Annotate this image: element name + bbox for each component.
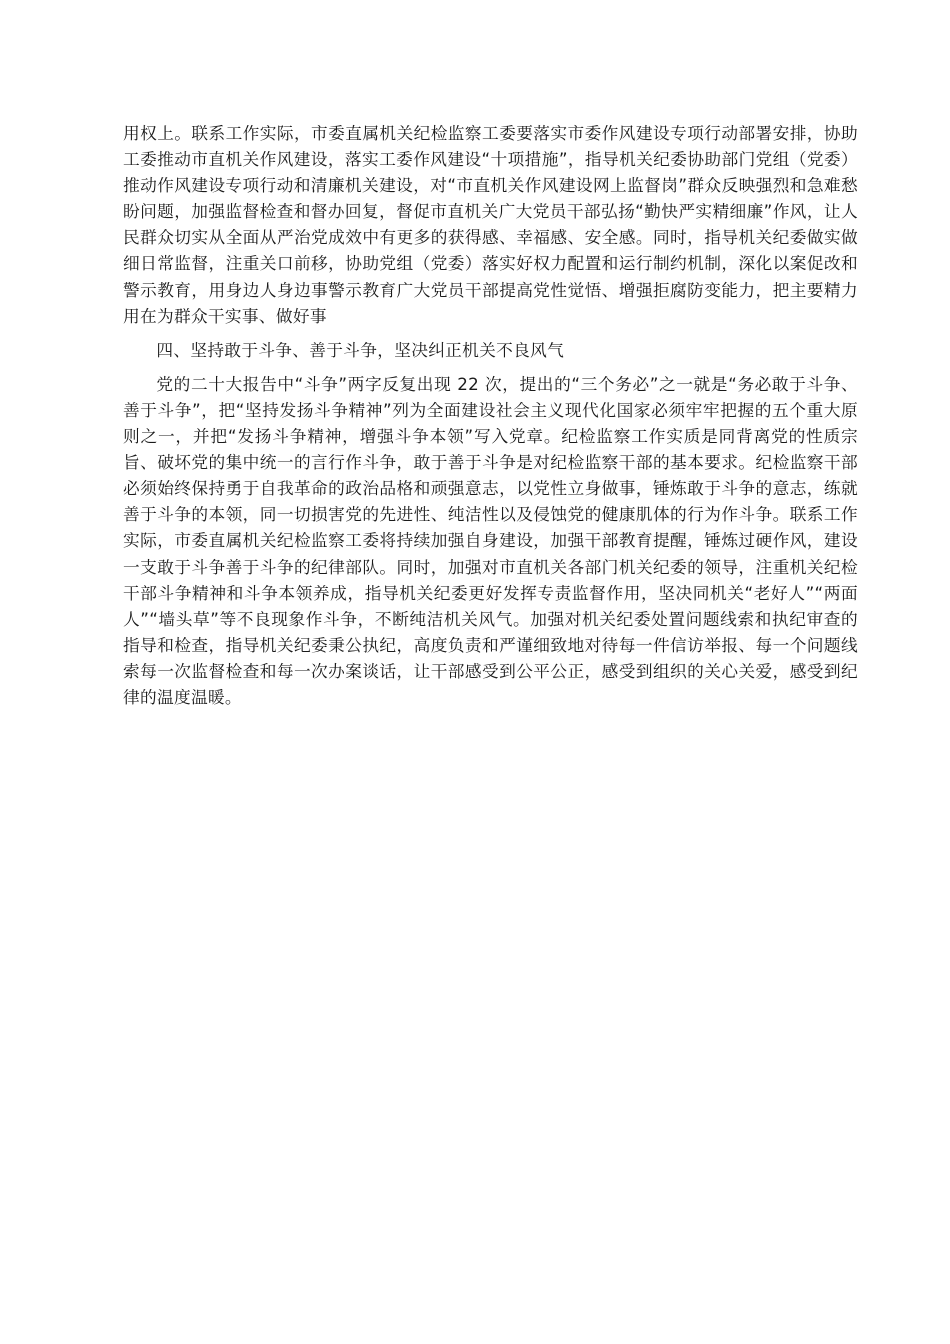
document-page	[123, 120, 858, 710]
paragraph-main: 党的二十大报告中“斗争”两字反复出现 22 次，提出的“三个务必”之一就是“务必敢于斗争、善于斗争”，把“坚持发扬斗争精神”列为全面建设社会主义现代化国家必须牢牢把握的五个重大原则之一，并把“发扬斗争精神，增强斗争本领”写入党章。纪检监察工作实质是同背离党的性质宗旨、破坏党的集中统一的言行作斗争，敢于善于斗争是对纪检监察干部的基本要求。纪检监察干部必须始终保持勇于自我革命的政治品格和顽强意志，以党性立身做事，锤炼敢于斗争的意志，练就善于斗争的本领，同一切损害党的先进性、纯洁性以及侵蚀党的健康肌体的行为作斗争。联系工作实际，市委直属机关纪检监察工委将持续加强自身建设，加强干部教育提醒，锤炼过硬作风，建设一支敢于斗争善于斗争的纪律部队。同时，加强对市直机关各部门机关纪委的领导，注重机关纪检干部斗争精神和斗争本领养成，指导机关纪委更好发挥专责监督作用，坚决同机关“老好人”“两面人”“墙头草”等不良现象作斗争，不断纯洁机关风气。加强对机关纪委处置问题线索和执纪审查的指导和检查，指导机关纪委秉公执纪，高度负责和严谨细致地对待每一件信访举报、每一个问题线索每一次监督检查和每一次办案谈话，让干部感受到公平公正，感受到组织的关心关爱，感受到纪律的温度温暖。	[123, 373, 858, 707]
section-heading: 四、坚持敢于斗争、善于斗争，坚决纠正机关不良风气	[156, 339, 565, 360]
paragraph-gap	[123, 363, 858, 371]
paragraph-continued: 用权上。联系工作实际，市委直属机关纪检监察工委要落实市委作风建设专项行动部署安排，协助工委推动市直机关作风建设，落实工委作风建设“十项措施”，指导机关纪委协助部门党组（党委）推动作风建设专项行动和清廉机关建设，对“市直机关作风建设网上监督岗”群众反映强烈和急难愁盼问题，加强监督检查和督办回复，督促市直机关广大党员干部弘扬“勤快严实精细廉”作风，让人民群众切实从全面从严治党成效中有更多的获得感、幸福感、安全感。同时，指导机关纪委做实做细日常监督，注重关口前移，协助党组（党委）落实好权力配置和运行制约机制，深化以案促改和警示教育，用身边人身边事警示教育广大党员干部提高党性觉悟、增强拒腐防变能力，把主要精力用在为群众干实事、做好事	[123, 123, 858, 326]
paragraph-gap	[123, 329, 858, 337]
